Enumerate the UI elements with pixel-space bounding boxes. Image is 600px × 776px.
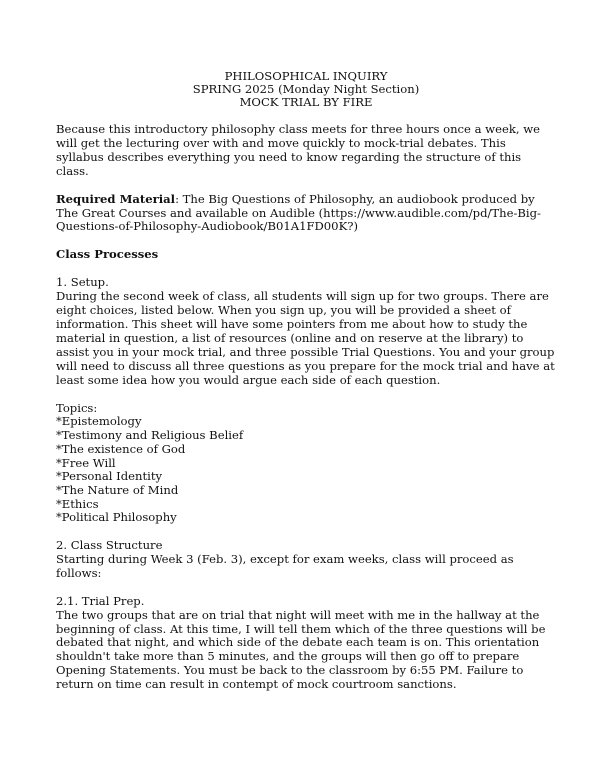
trial-prep-paragraph: The two groups that are on trial that night will meet with me in the hallway at the beginning of class. At this time, I will tell them which of the three questions will be debated that night, and which side of the debate each team is on. This orientation shouldn't take more than 5 minutes, and the groups will then go off to prepare Opening Statements. You must be back to the classroom by 6:55 PM. Failure to return on time can result in contempt of mock courtroom sanctions. (56, 607, 546, 692)
topic-item: *Personal Identity (56, 469, 163, 484)
required-material-label: Required Material (56, 191, 176, 206)
topic-item: *The existence of God (56, 441, 186, 456)
required-material-text: : The Big Questions of Philosophy, an audiobook produced by The Great Courses and available on Audible (https://www.audible.com/pd/The-Big-Questions-of-Philosophy-Audiobook/B01A1FD00K?) (56, 191, 541, 234)
document-title (56, 70, 556, 109)
course-subtitle: MOCK TRIAL BY FIRE (239, 95, 373, 109)
topics-heading: Topics: (56, 400, 98, 415)
topic-item: *Free Will (56, 455, 116, 470)
class-structure-paragraph: Starting during Week 3 (Feb. 3), except for exam weeks, class will proceed as follows: (56, 551, 514, 580)
topic-item: *Ethics (56, 496, 99, 511)
class-processes-heading: Class Processes (56, 247, 159, 262)
topic-item: *Political Philosophy (56, 510, 177, 525)
setup-paragraph: During the second week of class, all students will sign up for two groups. There are eight choices, listed below. When you sign up, you will be provided a sheet of information. This sheet will have some pointers from me about how to study the material in question, a list of resources (online and on reserve at the library) to assist you in your mock trial, and three possible Trial Questions. You and your group will need to discuss all three questions as you prepare for the mock trial and have at least some idea how you would argue each side of each question. (56, 289, 555, 387)
intro-paragraph: Because this introductory philosophy class meets for three hours once a week, we will get the lecturing over with and move quickly to mock-trial debates. This syllabus describes everything you need to know regarding the structure of this class. (56, 122, 540, 178)
required-material-paragraph (56, 193, 556, 235)
syllabus-body (56, 70, 556, 692)
class-structure-heading: 2. Class Structure (56, 538, 163, 553)
trial-prep-heading: 2.1. Trial Prep. (56, 593, 145, 608)
topics-list (56, 415, 556, 525)
topic-item: *Testimony and Religious Belief (56, 428, 244, 443)
topic-item: *Epistemology (56, 414, 142, 429)
topic-item: *The Nature of Mind (56, 482, 179, 497)
course-title: PHILOSOPHICAL INQUIRY (224, 69, 388, 83)
semester-line: SPRING 2025 (Monday Night Section) (192, 82, 420, 96)
setup-heading: 1. Setup. (56, 275, 109, 290)
